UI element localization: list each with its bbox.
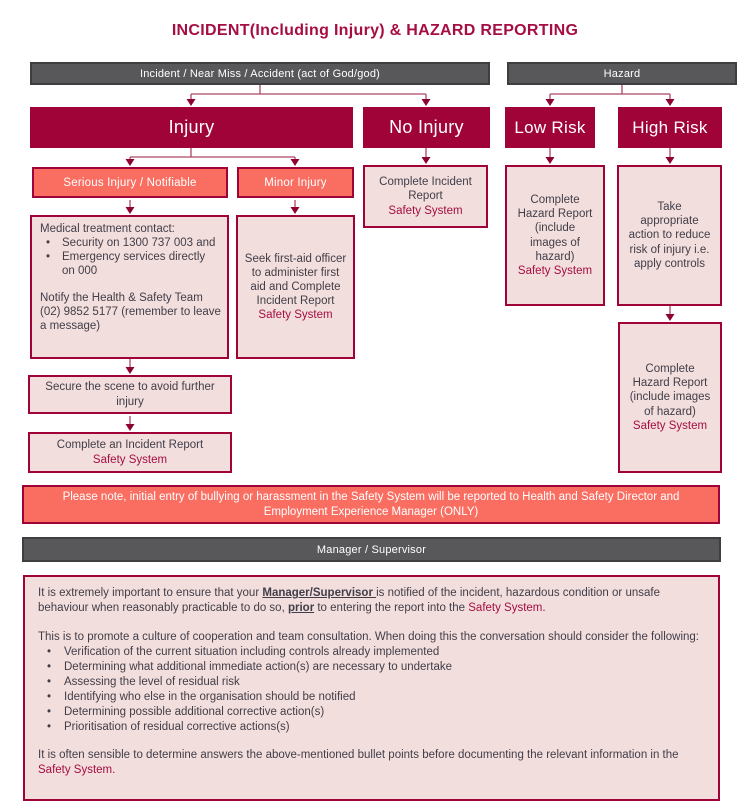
no-injury-label: No Injury — [389, 117, 464, 137]
note-text: is notified of the incident, hazardous condition or unsafe behaviour when reasonably practicable to do so, — [38, 587, 660, 614]
manager-supervisor-emphasis: Manager/Supervisor — [262, 587, 377, 599]
consultation-bullet: • Determining possible additional corrective action(s) — [38, 705, 705, 720]
medical-intro: Medical treatment contact: — [40, 223, 175, 235]
manager-note-paragraph-3 — [38, 748, 705, 778]
consultation-bullet: • Identifying who else in the organisation should be notified — [38, 690, 705, 705]
note-text: It is extremely important to ensure that your — [38, 587, 263, 599]
low-risk-node — [505, 107, 595, 148]
manager-note-paragraph-2: This is to promote a culture of cooperation and team consultation. When doing this the conversation should consider the following: — [38, 630, 699, 643]
manager-note-paragraph-1 — [38, 586, 705, 616]
serious-injury-label: Serious Injury / Notifiable — [63, 176, 197, 189]
incident-category-bar — [30, 62, 490, 85]
medical-treatment-node — [30, 215, 229, 359]
complete-incident-report-text: Complete Incident Report — [379, 176, 472, 203]
bullying-note-banner — [22, 485, 720, 524]
injury-label: Injury — [168, 117, 215, 137]
medical-bullet: • Security on 1300 737 003 and — [40, 236, 221, 250]
minor-injury-label: Minor Injury — [264, 176, 327, 189]
bullying-note-text: Please note, initial entry of bullying or harassment in the Safety System will be reported to Health and Safety Director and Employment Experience Manager (ONLY) — [62, 490, 680, 518]
consultation-bullet: • Prioritisation of residual corrective actions(s) — [38, 720, 705, 735]
seek-first-aid-text: Seek first-aid officer to administer first aid and Complete Incident Report — [244, 252, 347, 307]
consultation-bullet-list — [38, 645, 705, 735]
note-text: It is often sensible to determine answers the above-mentioned bullet points before documenting the relevant information in the — [38, 749, 679, 762]
medical-notify-text: Notify the Health & Safety Team (02) 9852 5177 (remember to leave a message) — [40, 292, 221, 333]
serious-injury-node — [32, 167, 228, 198]
complete-incident-report-final-node — [28, 432, 232, 473]
secure-scene-text: Secure the scene to avoid further injury — [45, 381, 215, 408]
consultation-bullet: • Assessing the level of residual risk — [38, 675, 705, 690]
safety-system-link: Safety System — [258, 309, 333, 322]
prior-emphasis: prior — [287, 601, 315, 614]
hazard-report-high-node — [618, 322, 722, 473]
consultation-bullet: • Verification of the current situation including controls already implemented — [38, 645, 705, 660]
hazard-report-low-node — [505, 165, 605, 306]
safety-system-link: Safety System — [92, 453, 168, 466]
page-title: INCIDENT(Including Injury) & HAZARD REPORTING — [171, 22, 579, 39]
low-risk-label: Low Risk — [514, 117, 586, 137]
safety-system-link: Safety System — [388, 204, 463, 217]
manager-note-box — [23, 575, 720, 801]
complete-incident-report-no-injury-node — [363, 165, 488, 228]
hazard-category-bar — [507, 62, 737, 85]
safety-system-link: Safety System — [517, 264, 593, 277]
note-text: to entering the report into the — [314, 601, 469, 614]
hazard-report-high-text: Complete Hazard Report (include images of hazard) — [629, 363, 711, 418]
medical-bullet-list — [40, 236, 221, 278]
high-risk-label: High Risk — [632, 117, 708, 137]
minor-injury-node — [237, 167, 354, 198]
safety-system-link: Safety System. — [38, 764, 116, 777]
secure-scene-node — [28, 375, 232, 414]
injury-node — [30, 107, 353, 148]
safety-system-link: Safety System. — [468, 601, 546, 614]
high-risk-node — [618, 107, 722, 148]
safety-system-link: Safety System — [632, 419, 708, 432]
take-action-node — [617, 165, 722, 306]
medical-bullet: • Emergency services directly on 000 — [40, 250, 221, 278]
complete-incident-final-text: Complete an Incident Report — [56, 439, 204, 452]
seek-first-aid-node — [236, 215, 355, 359]
hazard-category-label: Hazard — [603, 67, 641, 80]
no-injury-node — [363, 107, 490, 148]
hazard-report-low-text: Complete Hazard Report (include images of hazard) — [517, 194, 593, 263]
take-action-text: Take appropriate action to reduce risk of injury i.e. apply controls — [628, 201, 711, 270]
manager-supervisor-label: Manager / Supervisor — [316, 543, 427, 556]
consultation-bullet: • Determining what additional immediate action(s) are necessary to undertake — [38, 660, 705, 675]
incident-category-label: Incident / Near Miss / Accident (act of God/god) — [139, 67, 381, 80]
manager-supervisor-bar — [22, 537, 721, 562]
